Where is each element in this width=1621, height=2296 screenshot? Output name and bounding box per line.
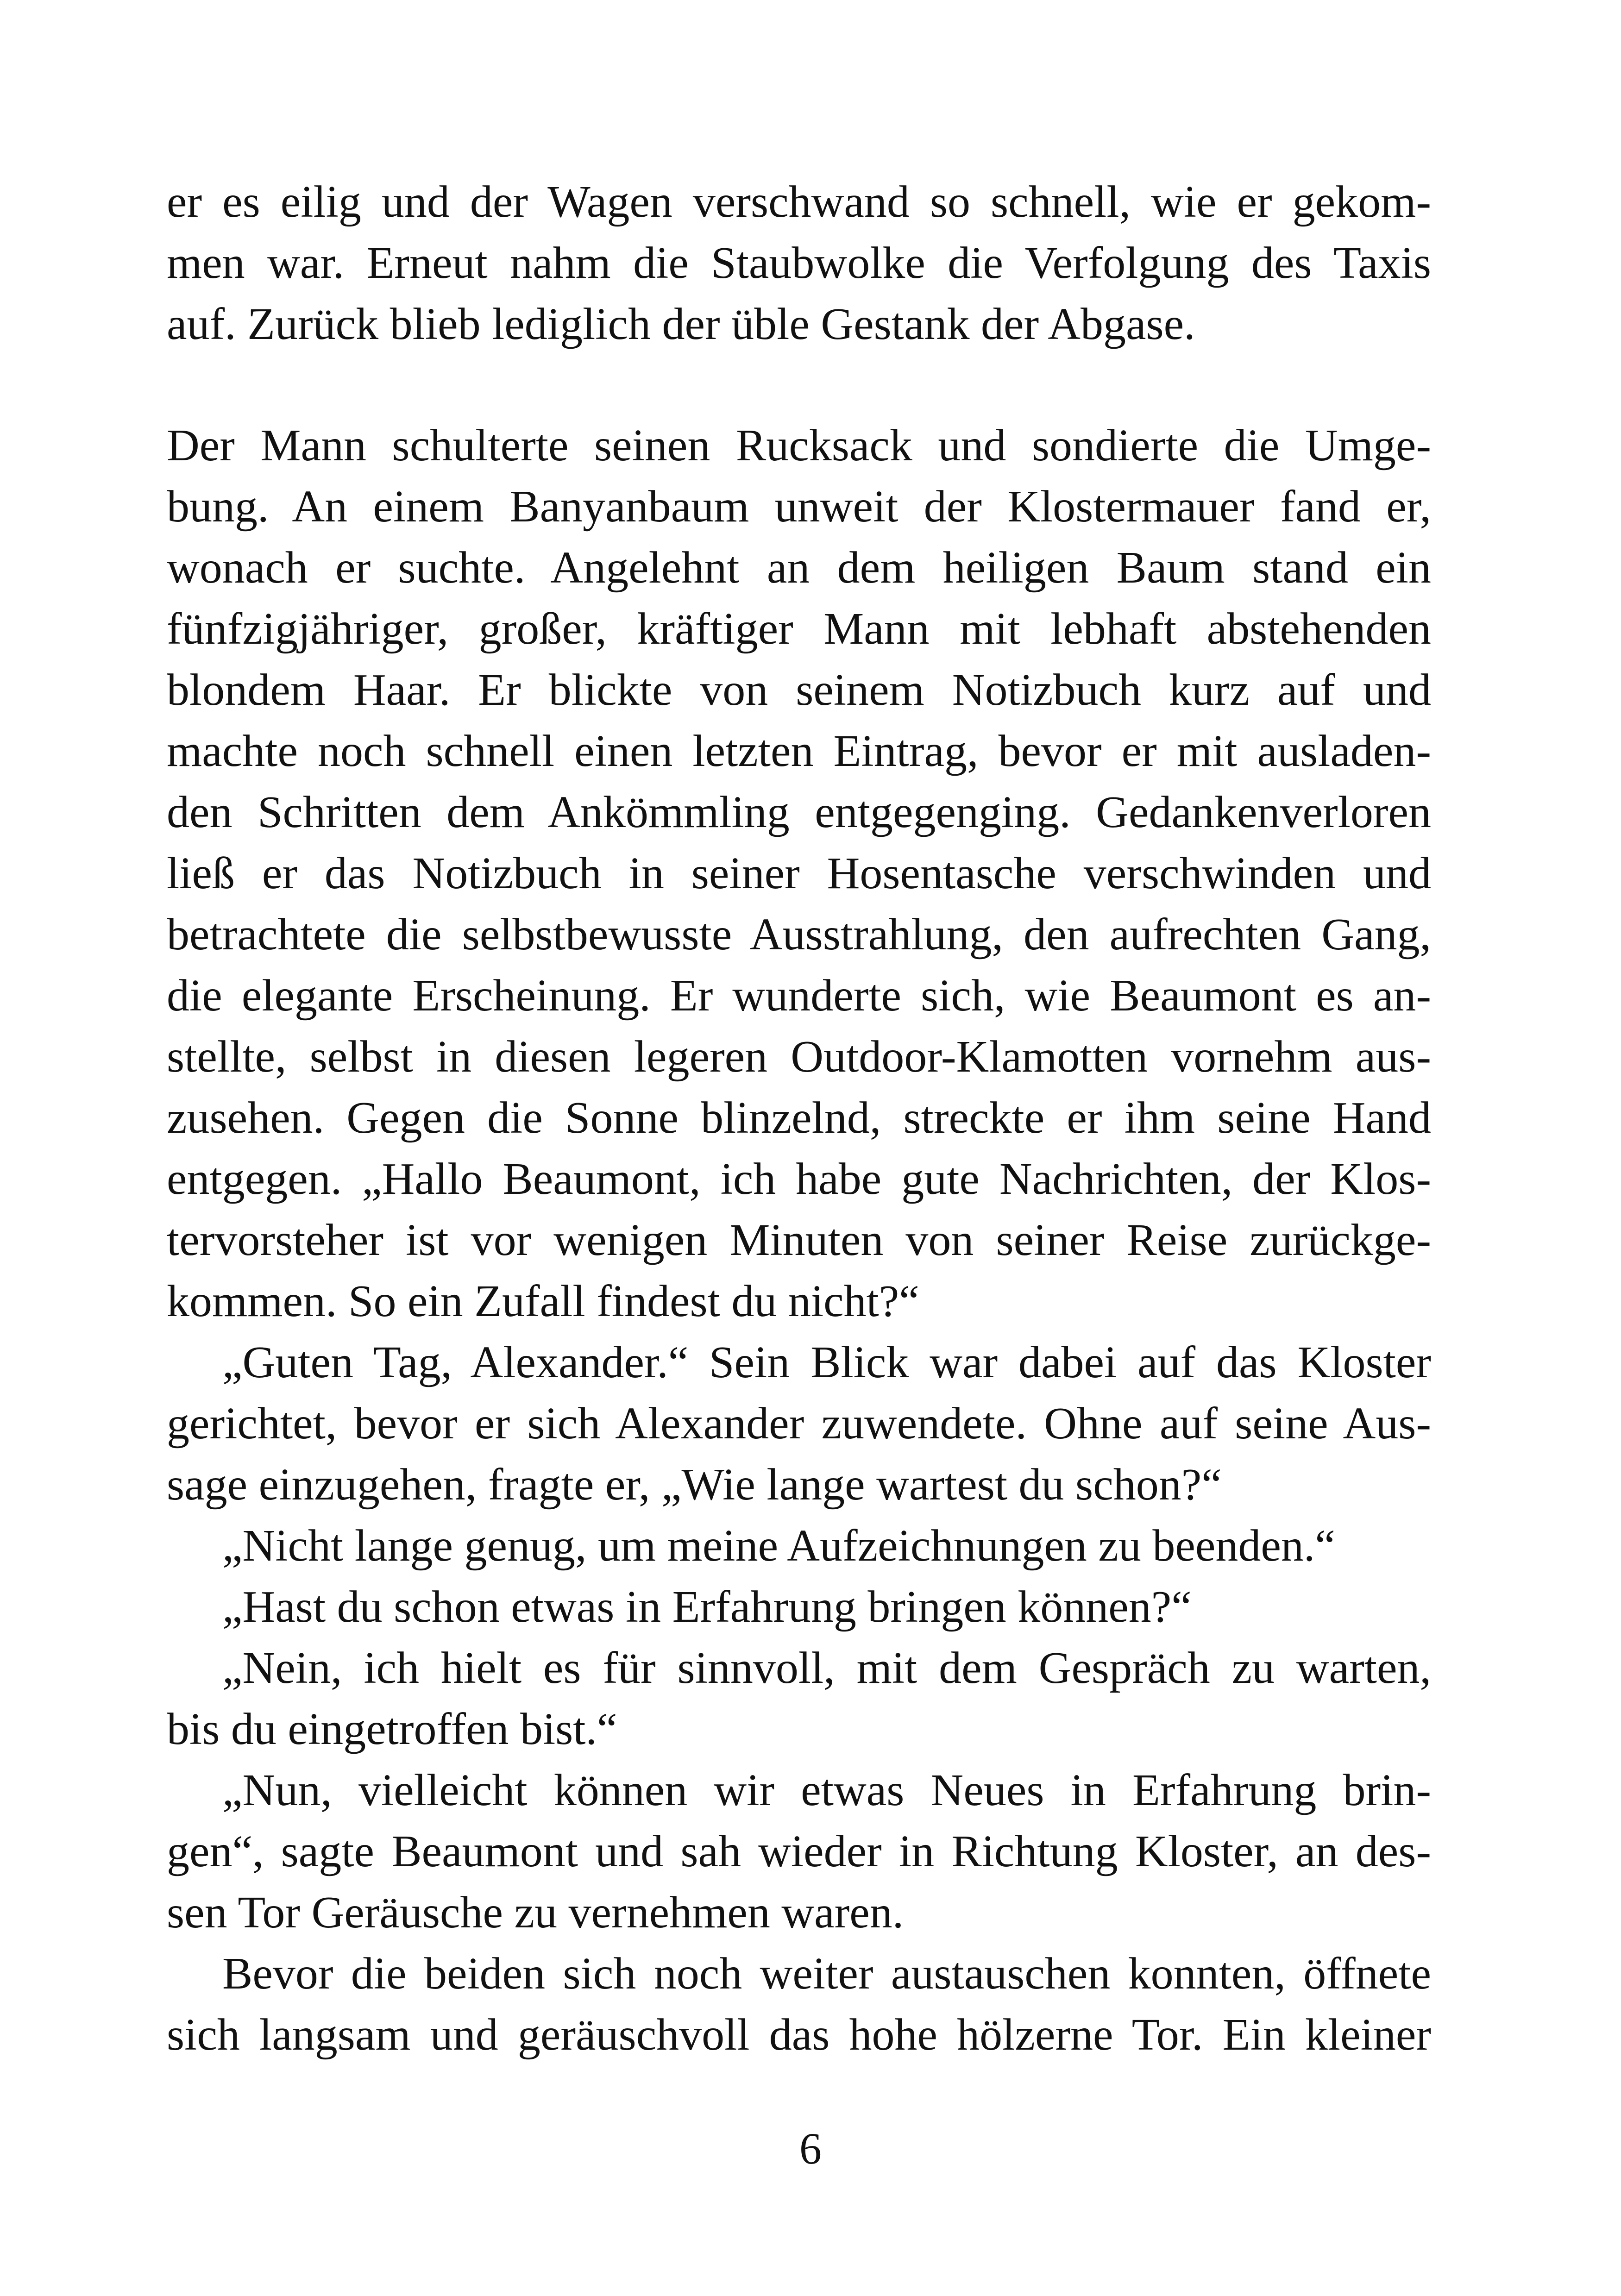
paragraph-gap xyxy=(167,355,1431,415)
text-line: bung. An einem Banyanbaum unweit der Klostermauer fand er, xyxy=(167,482,1431,532)
page-number: 6 xyxy=(799,2124,822,2173)
text-line: gerichtet, bevor er sich Alexander zuwendete. Ohne auf seine Aus- xyxy=(167,1399,1431,1449)
text-line: tervorsteher ist vor wenigen Minuten von seiner Reise zurückge- xyxy=(167,1215,1431,1265)
text-line: wonach er suchte. Angelehnt an dem heiligen Baum stand ein xyxy=(167,543,1431,593)
text-line: er es eilig und der Wagen verschwand so schnell, wie er gekom- xyxy=(167,177,1431,227)
text-line: sen Tor Geräusche zu vernehmen waren. xyxy=(167,1888,904,1938)
text-line: „Hast du schon etwas in Erfahrung bringen können?“ xyxy=(222,1582,1192,1632)
text-line: entgegen. „Hallo Beaumont, ich habe gute Nachrichten, der Klos- xyxy=(167,1154,1431,1204)
text-line: „Nun, vielleicht können wir etwas Neues in Erfahrung brin- xyxy=(222,1765,1431,1815)
text-line: men war. Erneut nahm die Staubwolke die Verfolgung des Taxis xyxy=(167,238,1431,288)
paragraph xyxy=(167,1515,1431,1576)
text-line: ließ er das Notizbuch in seiner Hosentasche verschwinden und xyxy=(167,848,1431,898)
text-line: stellte, selbst in diesen legeren Outdoor-Klamotten vornehm aus- xyxy=(167,1032,1431,1082)
text-line: bis du eingetroffen bist.“ xyxy=(167,1704,617,1754)
text-line: sage einzugehen, fragte er, „Wie lange wartest du schon?“ xyxy=(167,1460,1222,1510)
text-line: auf. Zurück blieb lediglich der üble Gestank der Abgase. xyxy=(167,299,1195,349)
paragraph xyxy=(167,1943,1431,2065)
text-line: gen“, sagte Beaumont und sah wieder in Richtung Kloster, an des- xyxy=(167,1826,1431,1876)
text-line: den Schritten dem Ankömmling entgegenging. Gedankenverloren xyxy=(167,787,1431,837)
text-line: zusehen. Gegen die Sonne blinzelnd, streckte er ihm seine Hand xyxy=(167,1093,1431,1143)
paragraph xyxy=(167,1760,1431,1943)
body-text xyxy=(167,171,1431,2065)
paragraph xyxy=(167,1332,1431,1515)
paragraph xyxy=(167,1576,1431,1637)
paragraph xyxy=(167,415,1431,1332)
paragraph xyxy=(167,171,1431,355)
text-line: Bevor die beiden sich noch weiter austauschen konnten, öffnete xyxy=(222,1949,1431,1999)
text-line: Der Mann schulterte seinen Rucksack und sondierte die Umge- xyxy=(167,420,1431,470)
text-line: kommen. So ein Zufall findest du nicht?“ xyxy=(167,1276,919,1326)
text-line: „Nicht lange genug, um meine Aufzeichnungen zu beenden.“ xyxy=(222,1521,1335,1571)
text-line: fünfzigjähriger, großer, kräftiger Mann mit lebhaft abstehenden xyxy=(167,604,1431,654)
text-line: machte noch schnell einen letzten Eintrag, bevor er mit ausladen- xyxy=(167,726,1431,776)
text-line: blondem Haar. Er blickte von seinem Notizbuch kurz auf und xyxy=(167,665,1431,715)
text-line: „Guten Tag, Alexander.“ Sein Blick war dabei auf das Kloster xyxy=(222,1337,1431,1387)
text-line: „Nein, ich hielt es für sinnvoll, mit dem Gespräch zu warten, xyxy=(222,1643,1431,1693)
text-line: die elegante Erscheinung. Er wunderte sich, wie Beaumont es an- xyxy=(167,971,1431,1021)
text-line: sich langsam und geräuschvoll das hohe hölzerne Tor. Ein kleiner xyxy=(167,2010,1431,2060)
paragraph xyxy=(167,1637,1431,1760)
text-line: betrachtete die selbstbewusste Ausstrahlung, den aufrechten Gang, xyxy=(167,910,1431,960)
